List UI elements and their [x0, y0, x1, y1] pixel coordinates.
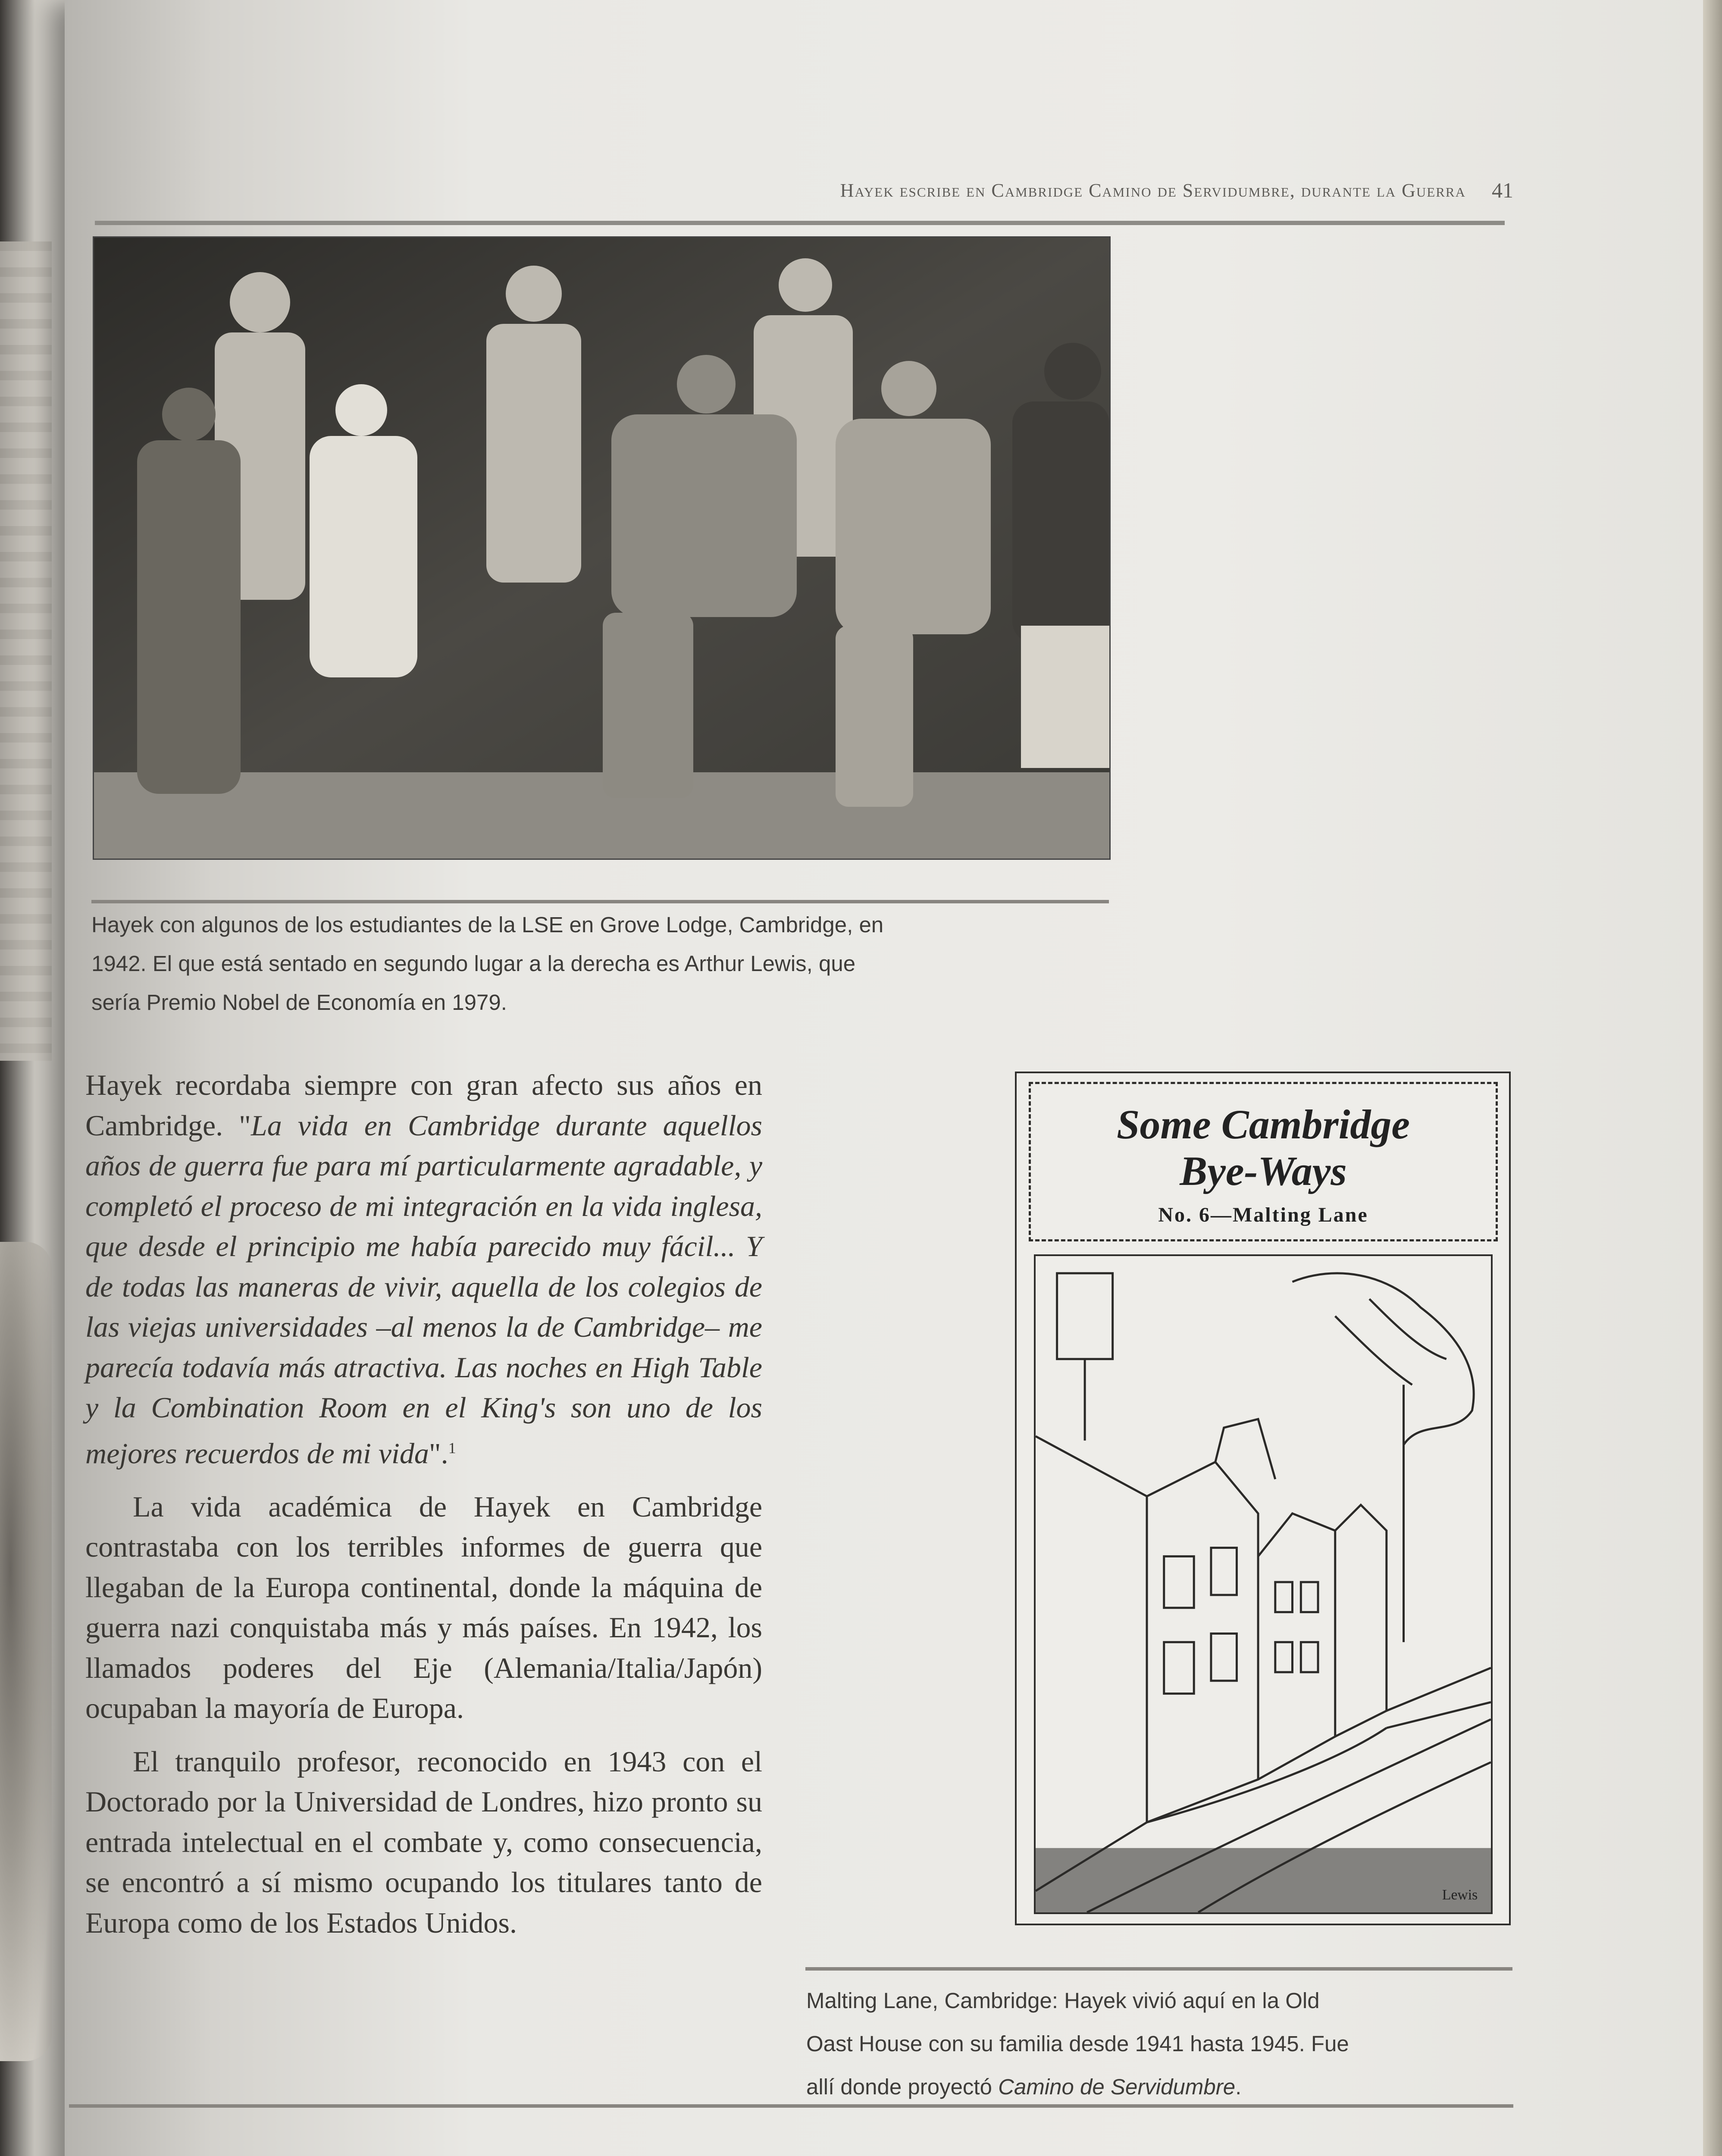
caption-prefix: allí donde proyectó: [806, 2075, 999, 2099]
photo-caption-line: Hayek con algunos de los estudiantes de la LSE en Grove Lodge, Cambridge, en: [91, 912, 884, 937]
paragraph-3: El tranquilo profesor, reconocido en 1943 con el Doctorado por la Universidad de Londres, hizo pronto su entrada intelectual en el combate y, como consecuencia, se encontró a sí mismo ocupando los titulares tanto de Europa como de los Estados Unidos.: [85, 1745, 762, 1939]
p1-close: ".: [429, 1437, 448, 1470]
illustration-title-line: Some Cambridge: [1116, 1101, 1410, 1147]
street-drawing: [1034, 1254, 1493, 1914]
illustration-caption-line: Oast House con su familia desde 1941 hasta 1945. Fue: [806, 2031, 1349, 2056]
paragraph-1: [85, 1065, 762, 1474]
header-rule: [95, 221, 1505, 225]
illustration-caption: [806, 1979, 1513, 2109]
caption-rule: [91, 900, 1109, 903]
illustration-caption-rule: [805, 1967, 1512, 1971]
previous-page-text: [0, 241, 52, 1061]
running-head: [617, 171, 1513, 210]
bottom-rule: [69, 2104, 1513, 2108]
illustration-signature: Lewis: [1442, 1887, 1478, 1903]
malting-lane-illustration: [1015, 1072, 1511, 1925]
illustration-caption-line: [806, 2065, 1513, 2109]
body-text: [85, 1065, 762, 1943]
illustration-title-box: [1029, 1082, 1498, 1241]
footnote-ref: 1: [448, 1439, 456, 1457]
illustration-caption-line: Malting Lane, Cambridge: Hayek vivió aquí en la Old: [806, 1988, 1320, 2013]
book-title: Camino de Servidumbre: [998, 2075, 1236, 2099]
running-head-title: Hayek escribe en Cambridge Camino de Servidumbre, durante la Guerra: [840, 179, 1466, 201]
page-number: 41: [1492, 178, 1513, 202]
p1-quote: La vida en Cambridge durante aquellos años de guerra fue para mí particularmente agradable, y completó el proceso de mi integración en la vida inglesa, que desde el principio me había parecido muy fácil... Y de todas las maneras de vivir, aquella de los colegios de las viejas universidades –al menos la de Cambridge– me parecía todavía más atractiva. Las noches en High Table y la Combination Room en el King's son uno de los mejores recuerdos de mi vida: [85, 1109, 763, 1470]
previous-page-photo: [0, 1242, 52, 2061]
photo-caption-line: 1942. El que está sentado en segundo lugar a la derecha es Arthur Lewis, que: [91, 951, 856, 976]
illustration-title: [1031, 1101, 1496, 1194]
illustration-title-line: Bye-Ways: [1180, 1148, 1347, 1194]
paragraph-2: La vida académica de Hayek en Cambridge contrastaba con los terribles informes de guerra que llegaban de la Europa continental, donde la máquina de guerra nazi conquistaba más y más países. En 1942, los llamados poderes del Eje (Alemania/Italia/Japón) ocupaban la mayoría de Europa.: [85, 1490, 762, 1725]
page-edge: [1703, 0, 1722, 2156]
illustration-subtitle: No. 6—Malting Lane: [1158, 1203, 1368, 1226]
photo-caption: [91, 906, 1126, 1022]
photo-caption-line: sería Premio Nobel de Economía en 1979.: [91, 990, 507, 1015]
group-photo: [93, 236, 1111, 860]
p1-lead: Hayek recordaba siempre con gran afecto sus años en Cambridge. ": [85, 1069, 762, 1142]
caption-suffix: .: [1235, 2075, 1242, 2099]
